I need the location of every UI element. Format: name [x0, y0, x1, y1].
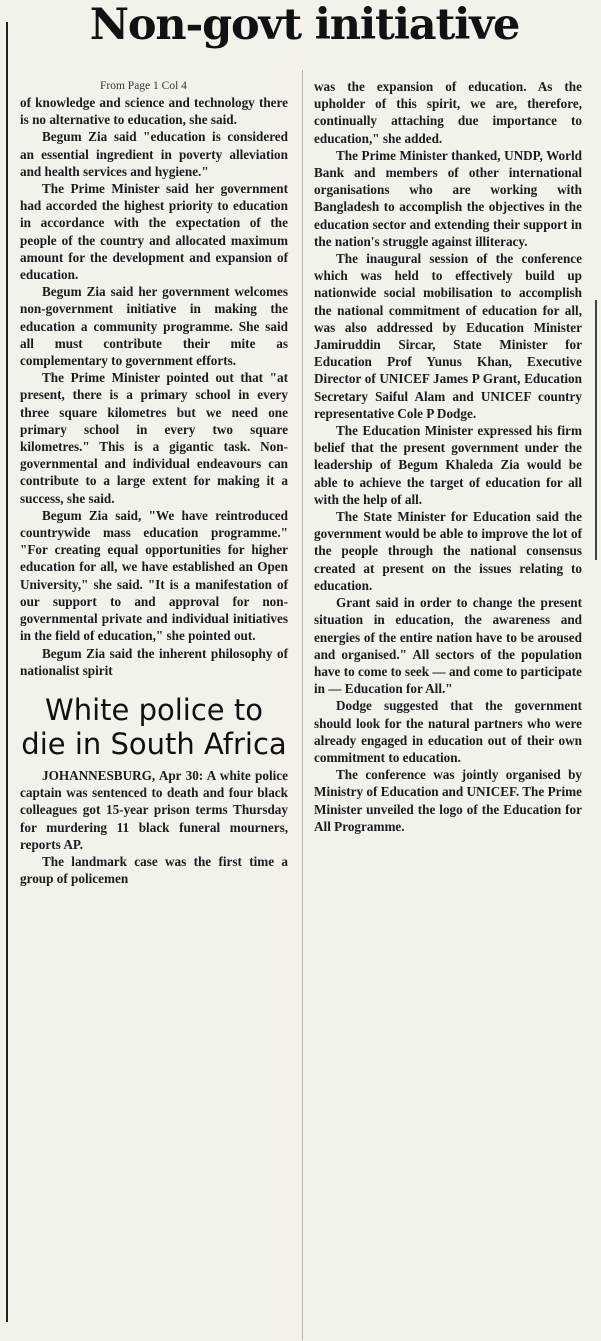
jump-line: From Page 1 Col 4	[100, 80, 187, 92]
article-paragraph: The Prime Minister thanked, UNDP, World Bank and members of other international organisations who are working with Bangladesh to accomplish the objectives in the education sector and extending their support in the nation's struggle against illiteracy.	[314, 147, 582, 249]
article-paragraph: The inaugural session of the conference which was held to effectively build up nationwide social mobilisation to accomplish the national commitment of education for all, was also addressed by Education Minister Jamiruddin Sircar, State Minister for Education Prof Yunus Khan, Executive Director of UNICEF James P Grant, Education Secretary Saiful Alam and UNICEF country representative Cole P Dodge.	[314, 251, 582, 421]
article-paragraph: Begum Zia said the inherent philosophy of nationalist spirit	[20, 645, 288, 678]
article-paragraph: The Education Minister expressed his firm belief that the present government under the leadership of Begum Khaleda Zia would be able to achieve the target of education for all with the help of all.	[314, 423, 582, 507]
article-paragraph: of knowledge and science and technology there is no alternative to education, she said.	[20, 95, 288, 128]
sub-article-paragraph: The landmark case was the first time a group of policemen	[20, 853, 288, 887]
article-paragraph: Dodge suggested that the government should look for the natural partners who were already engaged in education out of their own commitment to education.	[314, 698, 582, 765]
article-paragraph: The State Minister for Education said the government would be able to improve the lot of the people through the national consensus created at present on the issues relating to education.	[314, 509, 582, 593]
left-column-rule	[6, 22, 8, 1322]
article-paragraph: The Prime Minister said her government had accorded the highest priority to education in accordance with the expectation of the people of the country and allocated maximum amount for the development and expansion of education.	[20, 181, 288, 283]
article-paragraph: Begum Zia said "education is considered an essential ingredient in poverty alleviation and health services and hygiene."	[20, 129, 288, 179]
article-paragraph: Begum Zia said, "We have reintroduced countrywide mass education programme." "For creating equal opportunities for higher education for all, we have established an Open University," she said. "It is a manifestation of our support to and approval for non-governmental private and individual initiatives in the field of education," she pointed out.	[20, 507, 288, 644]
article-paragraph: Begum Zia said her government welcomes non-government initiative in making the education a community programme. She said all must contribute their mite as complementary to government efforts.	[20, 284, 288, 369]
article-paragraph: Grant said in order to change the present situation in education, the awareness and energies of the entire nation have to be aroused and organised." All sectors of the population have to come to seek — and come to participate in — Education for All."	[314, 595, 582, 697]
article-paragraph: was the expansion of education. As the upholder of this spirit, we are, therefore, continually attaching due importance to education," she added.	[314, 79, 582, 146]
column-divider	[302, 70, 303, 1340]
headline: Non-govt initiative	[89, 0, 520, 50]
sub-article-paragraph: JOHANNESBURG, Apr 30: A white police captain was sentenced to death and four black colleagues got 15-year prison terms Thursday for murdering 11 black funeral mourners, reports AP.	[20, 767, 288, 852]
right-column	[314, 78, 582, 835]
article-paragraph: The Prime Minister pointed out that "at present, there is a primary school in every three square kilometres but we need one primary school in every two square kilometres." This is a gigantic task. Non-governmental and individual endeavours can contribute to a large extent for making it a success, she said.	[20, 370, 288, 506]
article-paragraph: The conference was jointly organised by Ministry of Education and UNICEF. The Prime Minister unveiled the logo of the Education for All Programme.	[314, 767, 582, 834]
right-edge-rule	[595, 300, 597, 560]
sub-headline: White police to die in South Africa	[21, 692, 287, 761]
left-column	[20, 78, 288, 887]
